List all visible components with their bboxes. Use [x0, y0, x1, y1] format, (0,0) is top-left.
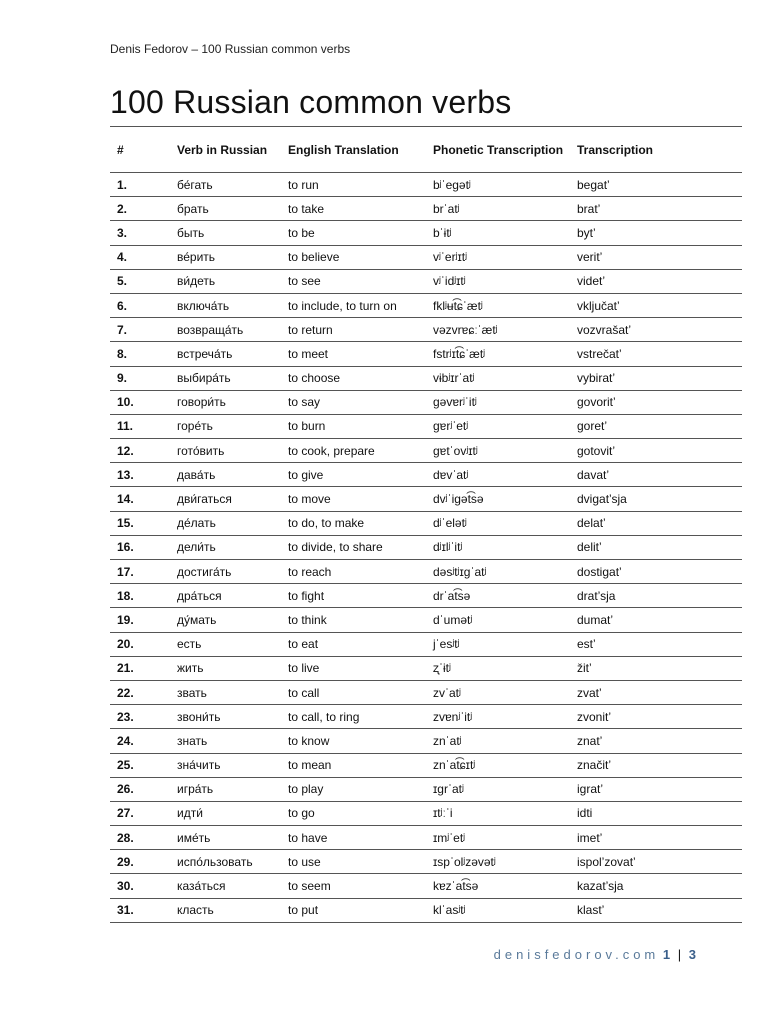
table-row [110, 318, 742, 342]
transcription: kazat’sja [570, 874, 742, 898]
table-row [110, 390, 742, 414]
transcription: gotovit’ [570, 439, 742, 463]
russian-verb: ве́рить [170, 245, 281, 269]
transcription: brat’ [570, 197, 742, 221]
transcription: igrat’ [570, 777, 742, 801]
row-number: 6. [110, 293, 170, 317]
row-number: 4. [110, 245, 170, 269]
row-number: 3. [110, 221, 170, 245]
phonetic-transcription: fstrʲɪt͡ɕˈætʲ [426, 342, 570, 366]
english-translation: to go [281, 801, 426, 825]
table-row [110, 608, 742, 632]
footer-separator: | [677, 947, 682, 962]
row-number: 5. [110, 269, 170, 293]
transcription: videt’ [570, 269, 742, 293]
english-translation: to play [281, 777, 426, 801]
russian-verb: дра́ться [170, 584, 281, 608]
table-row [110, 511, 742, 535]
transcription: vybirat’ [570, 366, 742, 390]
russian-verb: звони́ть [170, 705, 281, 729]
table-row [110, 293, 742, 317]
russian-verb: ви́деть [170, 269, 281, 293]
english-translation: to run [281, 173, 426, 197]
transcription: drat’sja [570, 584, 742, 608]
table-header-row [110, 127, 742, 173]
english-translation: to take [281, 197, 426, 221]
row-number: 22. [110, 680, 170, 704]
russian-verb: встреча́ть [170, 342, 281, 366]
russian-verb: дели́ть [170, 535, 281, 559]
phonetic-transcription: dvʲˈigət͡sə [426, 487, 570, 511]
english-translation: to call, to ring [281, 705, 426, 729]
footer-site: denisfedorov.com [493, 947, 660, 962]
table-body [110, 173, 742, 923]
phonetic-transcription: ɪspˈolʲzəvətʲ [426, 850, 570, 874]
english-translation: to do, to make [281, 511, 426, 535]
transcription: imet’ [570, 826, 742, 850]
table-row [110, 439, 742, 463]
english-translation: to include, to turn on [281, 293, 426, 317]
english-translation: to call [281, 680, 426, 704]
english-translation: to burn [281, 414, 426, 438]
column-header-english: English Translation [281, 127, 426, 173]
row-number: 9. [110, 366, 170, 390]
row-number: 10. [110, 390, 170, 414]
phonetic-transcription: ɪmʲˈetʲ [426, 826, 570, 850]
russian-verb: гото́вить [170, 439, 281, 463]
russian-verb: игра́ть [170, 777, 281, 801]
table-row [110, 414, 742, 438]
row-number: 16. [110, 535, 170, 559]
transcription: delit’ [570, 535, 742, 559]
page-header: Denis Fedorov – 100 Russian common verbs [110, 42, 351, 56]
verbs-table [110, 126, 742, 923]
english-translation: to be [281, 221, 426, 245]
english-translation: to use [281, 850, 426, 874]
phonetic-transcription: zvˈatʲ [426, 680, 570, 704]
table-row [110, 801, 742, 825]
russian-verb: име́ть [170, 826, 281, 850]
russian-verb: де́лать [170, 511, 281, 535]
english-translation: to see [281, 269, 426, 293]
table-row [110, 656, 742, 680]
russian-verb: зна́чить [170, 753, 281, 777]
row-number: 26. [110, 777, 170, 801]
transcription: znat’ [570, 729, 742, 753]
transcription: byt’ [570, 221, 742, 245]
phonetic-transcription: klˈasʲtʲ [426, 898, 570, 922]
page-footer [494, 947, 696, 962]
table-row [110, 705, 742, 729]
english-translation: to live [281, 656, 426, 680]
english-translation: to choose [281, 366, 426, 390]
transcription: vključat’ [570, 293, 742, 317]
row-number: 12. [110, 439, 170, 463]
english-translation: to give [281, 463, 426, 487]
phonetic-transcription: vəzvrɐɕːˈætʲ [426, 318, 570, 342]
table-row [110, 173, 742, 197]
english-translation: to reach [281, 560, 426, 584]
russian-verb: знать [170, 729, 281, 753]
transcription: verit’ [570, 245, 742, 269]
table-row [110, 269, 742, 293]
transcription: vstrečat’ [570, 342, 742, 366]
transcription: idti [570, 801, 742, 825]
russian-verb: горе́ть [170, 414, 281, 438]
phonetic-transcription: bˈɨtʲ [426, 221, 570, 245]
russian-verb: быть [170, 221, 281, 245]
phonetic-transcription: dəsʲtʲɪgˈatʲ [426, 560, 570, 584]
row-number: 2. [110, 197, 170, 221]
row-number: 27. [110, 801, 170, 825]
transcription: vozvrašat’ [570, 318, 742, 342]
phonetic-transcription: znˈat͡ɕɪtʲ [426, 753, 570, 777]
row-number: 28. [110, 826, 170, 850]
russian-verb: достига́ть [170, 560, 281, 584]
english-translation: to meet [281, 342, 426, 366]
column-header-transcription: Transcription [570, 127, 742, 173]
english-translation: to cook, prepare [281, 439, 426, 463]
row-number: 19. [110, 608, 170, 632]
russian-verb: дава́ть [170, 463, 281, 487]
phonetic-transcription: gɐtˈovʲɪtʲ [426, 439, 570, 463]
transcription: žit’ [570, 656, 742, 680]
phonetic-transcription: dɐvˈatʲ [426, 463, 570, 487]
phonetic-transcription: vɨbʲɪrˈatʲ [426, 366, 570, 390]
row-number: 13. [110, 463, 170, 487]
english-translation: to seem [281, 874, 426, 898]
row-number: 29. [110, 850, 170, 874]
row-number: 15. [110, 511, 170, 535]
table-row [110, 463, 742, 487]
row-number: 11. [110, 414, 170, 438]
table-row [110, 753, 742, 777]
transcription: dostigat’ [570, 560, 742, 584]
phonetic-transcription: jˈesʲtʲ [426, 632, 570, 656]
russian-verb: возвраща́ть [170, 318, 281, 342]
russian-verb: бе́гать [170, 173, 281, 197]
table-row [110, 680, 742, 704]
table-row [110, 584, 742, 608]
phonetic-transcription: drˈat͡sə [426, 584, 570, 608]
phonetic-transcription: kɐzˈat͡sə [426, 874, 570, 898]
english-translation: to move [281, 487, 426, 511]
transcription: zvonit’ [570, 705, 742, 729]
footer-page-total: 3 [688, 947, 696, 962]
row-number: 21. [110, 656, 170, 680]
phonetic-transcription: dʲɪlʲˈitʲ [426, 535, 570, 559]
russian-verb: жить [170, 656, 281, 680]
table-row [110, 342, 742, 366]
russian-verb: испо́льзовать [170, 850, 281, 874]
row-number: 23. [110, 705, 170, 729]
transcription: ispol’zovat’ [570, 850, 742, 874]
row-number: 1. [110, 173, 170, 197]
phonetic-transcription: vʲˈerʲɪtʲ [426, 245, 570, 269]
russian-verb: есть [170, 632, 281, 656]
russian-verb: выбира́ть [170, 366, 281, 390]
transcription: govorit’ [570, 390, 742, 414]
russian-verb: дви́гаться [170, 487, 281, 511]
table-row [110, 560, 742, 584]
transcription: goret’ [570, 414, 742, 438]
table-row [110, 221, 742, 245]
table-row [110, 729, 742, 753]
table-row [110, 898, 742, 922]
transcription: est’ [570, 632, 742, 656]
transcription: klast’ [570, 898, 742, 922]
transcription: značit’ [570, 753, 742, 777]
table-row [110, 535, 742, 559]
english-translation: to think [281, 608, 426, 632]
row-number: 18. [110, 584, 170, 608]
english-translation: to divide, to share [281, 535, 426, 559]
table-row [110, 197, 742, 221]
russian-verb: включа́ть [170, 293, 281, 317]
column-header-number: # [110, 127, 170, 173]
english-translation: to fight [281, 584, 426, 608]
row-number: 14. [110, 487, 170, 511]
phonetic-transcription: brˈatʲ [426, 197, 570, 221]
row-number: 30. [110, 874, 170, 898]
phonetic-transcription: zvɐnʲˈitʲ [426, 705, 570, 729]
russian-verb: класть [170, 898, 281, 922]
footer-page-number: 1 [662, 947, 671, 962]
phonetic-transcription: gəvɐrʲˈitʲ [426, 390, 570, 414]
table-row [110, 850, 742, 874]
transcription: davat’ [570, 463, 742, 487]
phonetic-transcription: ɪtʲːˈi [426, 801, 570, 825]
transcription: delat’ [570, 511, 742, 535]
phonetic-transcription: ʐˈɨtʲ [426, 656, 570, 680]
page-title: 100 Russian common verbs [110, 84, 512, 120]
phonetic-transcription: gɐrʲˈetʲ [426, 414, 570, 438]
english-translation: to have [281, 826, 426, 850]
table-row [110, 874, 742, 898]
column-header-russian: Verb in Russian [170, 127, 281, 173]
transcription: dvigat’sja [570, 487, 742, 511]
phonetic-transcription: ɪgrˈatʲ [426, 777, 570, 801]
russian-verb: брать [170, 197, 281, 221]
column-header-phonetic: Phonetic Transcription [426, 127, 570, 173]
phonetic-transcription: fklʲʉt͡ɕˈætʲ [426, 293, 570, 317]
phonetic-transcription: vʲˈidʲɪtʲ [426, 269, 570, 293]
row-number: 8. [110, 342, 170, 366]
english-translation: to eat [281, 632, 426, 656]
english-translation: to return [281, 318, 426, 342]
english-translation: to say [281, 390, 426, 414]
phonetic-transcription: bʲˈegətʲ [426, 173, 570, 197]
english-translation: to know [281, 729, 426, 753]
russian-verb: звать [170, 680, 281, 704]
row-number: 17. [110, 560, 170, 584]
english-translation: to put [281, 898, 426, 922]
table-row [110, 245, 742, 269]
row-number: 7. [110, 318, 170, 342]
table-row [110, 487, 742, 511]
table-row [110, 777, 742, 801]
russian-verb: каза́ться [170, 874, 281, 898]
russian-verb: говори́ть [170, 390, 281, 414]
phonetic-transcription: dʲˈelətʲ [426, 511, 570, 535]
phonetic-transcription: dˈumətʲ [426, 608, 570, 632]
phonetic-transcription: znˈatʲ [426, 729, 570, 753]
row-number: 20. [110, 632, 170, 656]
transcription: begat’ [570, 173, 742, 197]
russian-verb: идти́ [170, 801, 281, 825]
russian-verb: ду́мать [170, 608, 281, 632]
transcription: zvat’ [570, 680, 742, 704]
english-translation: to believe [281, 245, 426, 269]
transcription: dumat’ [570, 608, 742, 632]
table-row [110, 632, 742, 656]
row-number: 25. [110, 753, 170, 777]
row-number: 24. [110, 729, 170, 753]
english-translation: to mean [281, 753, 426, 777]
table-row [110, 366, 742, 390]
row-number: 31. [110, 898, 170, 922]
table-row [110, 826, 742, 850]
